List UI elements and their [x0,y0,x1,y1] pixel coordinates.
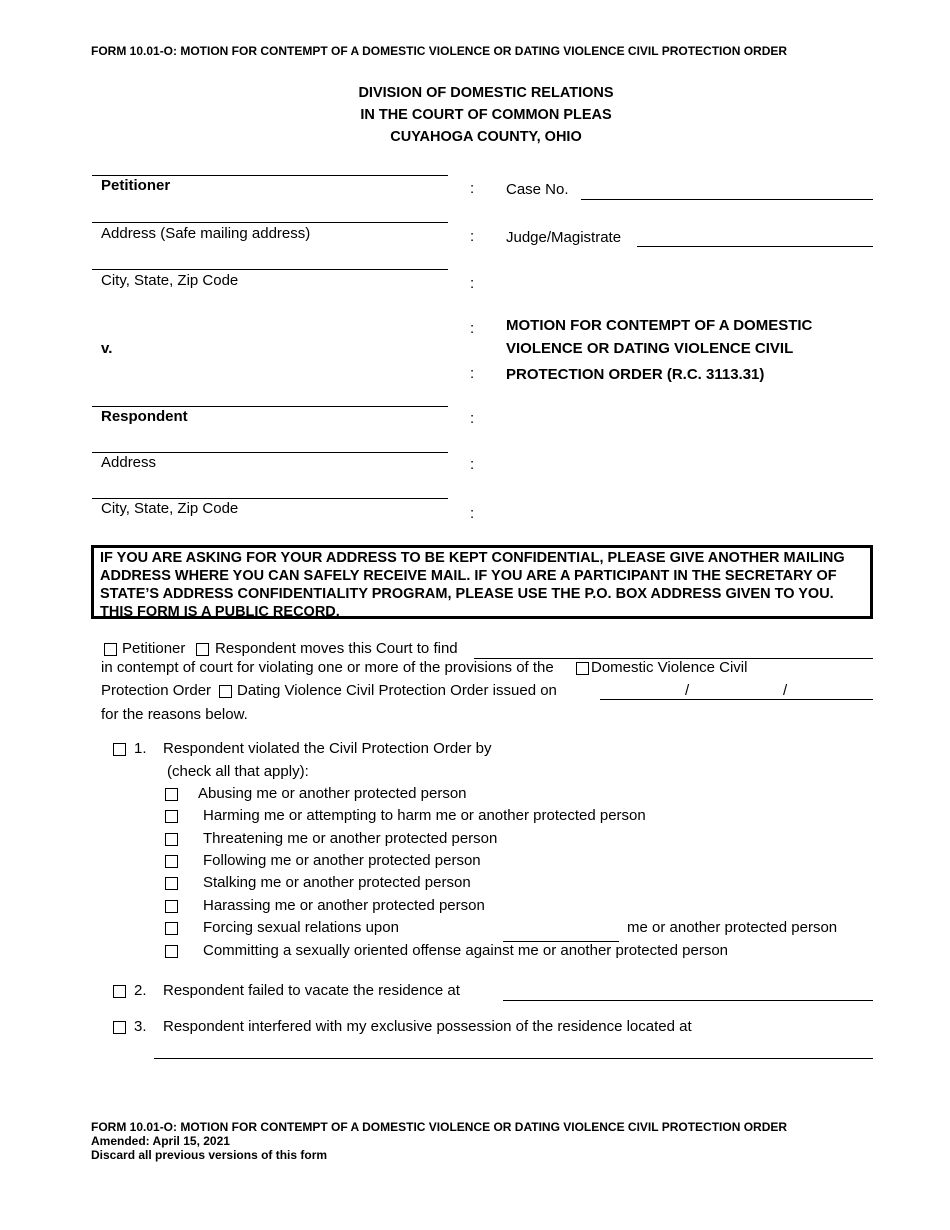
item2-number: 2. [134,982,147,999]
petitioner-checkbox[interactable] [104,643,117,656]
forcing-suffix: me or another protected person [627,919,838,936]
abusing-checkbox[interactable] [165,788,178,801]
petitioner-address-label: Address (Safe mailing address) [101,225,311,242]
sexual-offense-label: Committing a sexually oriented offense against me or another protected person [203,942,729,959]
dating-order-checkbox[interactable] [219,685,232,698]
caption-colon: : [470,456,475,473]
footer-discard: Discard all previous versions of this form [91,1148,328,1162]
following-label: Following me or another protected person [203,852,481,869]
petitioner-city-line[interactable] [92,269,448,270]
respondent-city-label: City, State, Zip Code [101,500,239,517]
form-title-header: FORM 10.01-O: MOTION FOR CONTEMPT OF A DOMESTIC VIOLENCE OR DATING VIOLENCE CIVIL PROTECTION ORDER [91,44,788,58]
harassing-checkbox[interactable] [165,900,178,913]
forcing-label: Forcing sexual relations upon [203,919,399,936]
petitioner-option-label: Petitioner [122,640,186,657]
vacate-residence-field[interactable] [503,1000,873,1001]
case-no-label: Case No. [506,181,569,198]
respondent-label: Respondent [101,408,188,425]
stalking-checkbox[interactable] [165,877,178,890]
abusing-label: Abusing me or another protected person [198,785,467,802]
caption-colon: : [470,505,475,522]
court-name: IN THE COURT OF COMMON PLEAS [360,107,612,123]
item1-text: Respondent violated the Civil Protection Order by [163,740,492,757]
item1-number: 1. [134,740,147,757]
harming-label: Harming me or attempting to harm me or another protected person [203,807,646,824]
threatening-label: Threatening me or another protected person [203,830,498,847]
caption-colon: : [470,320,475,337]
item3-checkbox[interactable] [113,1021,126,1034]
respondent-option-label: Respondent moves this Court to find [215,640,458,657]
judge-label: Judge/Magistrate [506,229,622,246]
respondent-city-line[interactable] [92,498,448,499]
caption-colon: : [470,228,475,245]
respondent-name-line[interactable] [92,406,448,407]
respondent-address-label: Address [101,454,157,471]
respondent-checkbox[interactable] [196,643,209,656]
intro-line2: in contempt of court for violating one or more of the provisions of the [101,659,554,676]
judge-field[interactable] [637,246,873,247]
item2-checkbox[interactable] [113,985,126,998]
caption-colon: : [470,275,475,292]
caption-colon: : [470,410,475,427]
court-county: CUYAHOGA COUNTY, OHIO [390,129,582,145]
dating-order-label: Dating Violence Civil Protection Order issued on [237,682,557,699]
dv-order-checkbox[interactable] [576,662,589,675]
following-checkbox[interactable] [165,855,178,868]
petitioner-address-line[interactable] [92,222,448,223]
issued-date-field[interactable] [600,699,873,700]
dv-order-label: Domestic Violence Civil [591,659,748,676]
threatening-checkbox[interactable] [165,833,178,846]
harming-checkbox[interactable] [165,810,178,823]
court-division: DIVISION OF DOMESTIC RELATIONS [358,85,614,101]
stalking-label: Stalking me or another protected person [203,874,471,891]
footer-amended: Amended: April 15, 2021 [91,1134,230,1148]
item1-instruction: (check all that apply): [167,763,309,780]
date-slash: / [783,682,788,699]
residence-location-field[interactable] [154,1058,873,1059]
motion-title-line1: MOTION FOR CONTEMPT OF A DOMESTIC [506,317,813,334]
motion-title-line2: VIOLENCE OR DATING VIOLENCE CIVIL [506,340,794,357]
item2-text: Respondent failed to vacate the residence at [163,982,460,999]
footer-form-title: FORM 10.01-O: MOTION FOR CONTEMPT OF A DOMESTIC VIOLENCE OR DATING VIOLENCE CIVIL PROTECTION ORDER [91,1120,788,1134]
versus-label: v. [101,340,113,357]
petitioner-name-line[interactable] [92,175,448,176]
item1-checkbox[interactable] [113,743,126,756]
sexual-offense-checkbox[interactable] [165,945,178,958]
confidentiality-notice: IF YOU ARE ASKING FOR YOUR ADDRESS TO BE KEPT CONFIDENTIAL, PLEASE GIVE ANOTHER MAILING ADDRESS WHERE YOU CAN SAFELY RECEIVE MAIL. IF YOU ARE A PARTICIPANT IN THE SECRETARY OF STATE’S ADDRESS CONFIDENTIALITY PROGRAM, PLEASE USE THE P.O. BOX ADDRESS GIVEN TO YOU. THIS FORM IS A PUBLIC RECORD. [91,545,873,619]
intro-line3: Protection Order [101,682,212,699]
forcing-checkbox[interactable] [165,922,178,935]
caption-colon: : [470,365,475,382]
item3-number: 3. [134,1018,147,1035]
caption-colon: : [470,180,475,197]
respondent-address-line[interactable] [92,452,448,453]
intro-line4: for the reasons below. [101,706,248,723]
case-no-field[interactable] [581,199,873,200]
petitioner-label: Petitioner [101,177,171,194]
item3-text: Respondent interfered with my exclusive possession of the residence located at [163,1018,692,1035]
harassing-label: Harassing me or another protected person [203,897,485,914]
motion-title-line3: PROTECTION ORDER (R.C. 3113.31) [506,366,765,383]
date-slash: / [685,682,690,699]
petitioner-city-label: City, State, Zip Code [101,272,239,289]
